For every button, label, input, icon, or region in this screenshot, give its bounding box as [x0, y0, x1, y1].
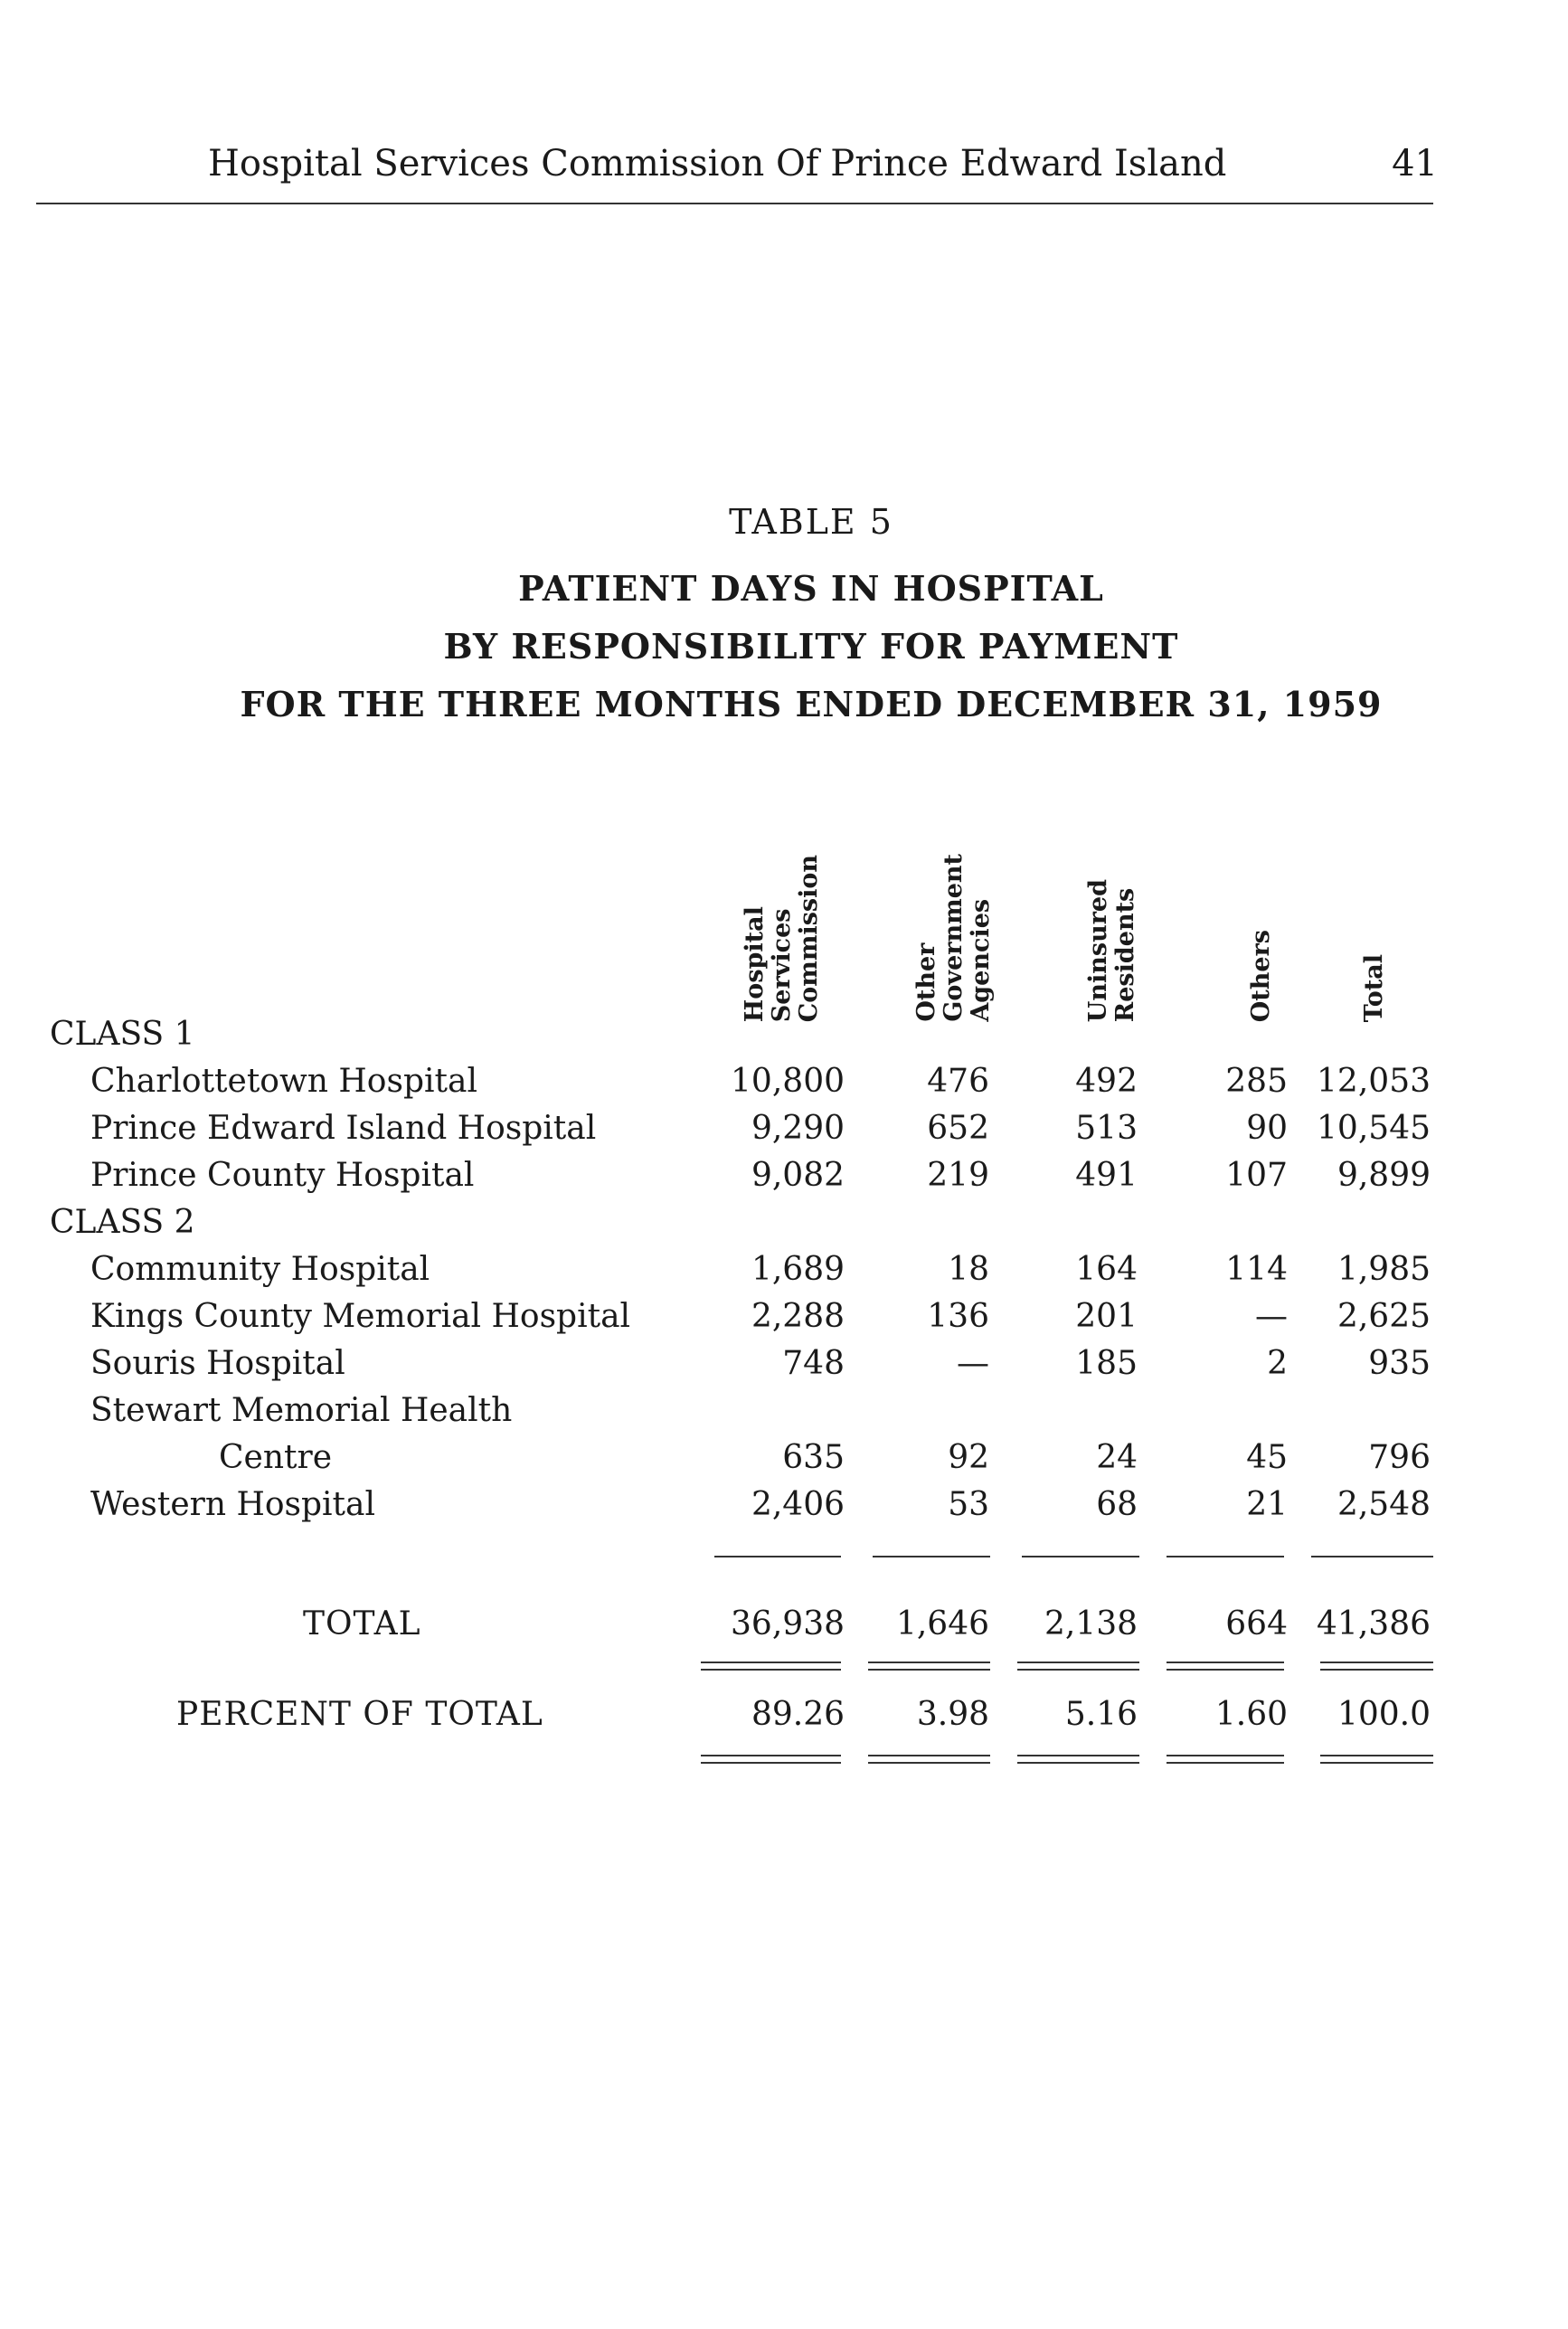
- cell-uninsured: 2,138: [1044, 1605, 1138, 1643]
- class-1-label: CLASS 1: [50, 1016, 195, 1053]
- cell-total: 2,548: [1337, 1486, 1431, 1523]
- cell-total: 10,545: [1317, 1110, 1431, 1147]
- cell-other-govt: —: [957, 1345, 989, 1382]
- table-row: [0, 1246, 1568, 1293]
- percent-double-rule: [1167, 1755, 1284, 1764]
- hospital-name: Kings County Memorial Hospital: [90, 1298, 631, 1335]
- cell-others: 107: [1225, 1157, 1288, 1194]
- hospital-name: Western Hospital: [90, 1486, 375, 1523]
- table-row-continued: [0, 1387, 1568, 1434]
- percent-double-rule: [1320, 1755, 1433, 1764]
- cell-uninsured: 164: [1075, 1251, 1138, 1288]
- cell-hsc: 89.26: [751, 1696, 845, 1733]
- table-title-line-2: BY RESPONSIBILITY FOR PAYMENT: [443, 626, 1179, 667]
- cell-uninsured: 24: [1096, 1439, 1138, 1476]
- cell-other-govt: 3.98: [916, 1696, 989, 1733]
- table-row: [0, 1482, 1568, 1529]
- cell-total: 12,053: [1317, 1063, 1431, 1100]
- hospital-name: Prince County Hospital: [90, 1157, 475, 1194]
- column-header-label: Others: [1247, 929, 1275, 1022]
- total-double-rule: [1320, 1662, 1433, 1671]
- subtotal-rule: [714, 1556, 841, 1557]
- table-row: [0, 1058, 1568, 1105]
- cell-hsc: 9,082: [751, 1157, 845, 1194]
- cell-total: 935: [1368, 1345, 1431, 1382]
- cell-others: 114: [1225, 1251, 1288, 1288]
- total-double-rule: [701, 1662, 841, 1671]
- total-row: [0, 1601, 1568, 1648]
- table-row: [0, 1152, 1568, 1199]
- cell-uninsured: 5.16: [1064, 1696, 1138, 1733]
- hospital-name: Community Hospital: [90, 1251, 430, 1288]
- column-header-total: [1329, 805, 1420, 1022]
- percent-double-rule: [868, 1755, 990, 1764]
- total-double-rule: [868, 1662, 990, 1671]
- column-header-other-govt: [895, 805, 1013, 1022]
- cell-uninsured: 492: [1075, 1063, 1138, 1100]
- percent-double-rule: [701, 1755, 841, 1764]
- cell-other-govt: 652: [927, 1110, 989, 1147]
- cell-hsc: 10,800: [731, 1063, 845, 1100]
- page-number: 41: [1392, 143, 1438, 185]
- cell-others: 2: [1267, 1345, 1288, 1382]
- cell-total: 796: [1368, 1439, 1431, 1476]
- subtotal-rule: [873, 1556, 990, 1557]
- cell-uninsured: 185: [1075, 1345, 1138, 1382]
- hospital-name-continued: Centre: [219, 1439, 333, 1476]
- cell-other-govt: 53: [948, 1486, 989, 1523]
- percent-double-rule: [1017, 1755, 1139, 1764]
- table-row: [0, 1340, 1568, 1387]
- class-heading: [0, 1199, 1568, 1246]
- cell-other-govt: 219: [927, 1157, 989, 1194]
- column-header-uninsured: [1058, 805, 1167, 1022]
- column-header-label: Other Government Agencies: [912, 854, 995, 1022]
- cell-other-govt: 476: [927, 1063, 989, 1100]
- cell-uninsured: 491: [1075, 1157, 1138, 1194]
- class-heading: [0, 1011, 1568, 1058]
- cell-total: 9,899: [1337, 1157, 1431, 1194]
- hospital-name: Stewart Memorial Health: [90, 1392, 513, 1429]
- cell-hsc: 748: [782, 1345, 845, 1382]
- cell-other-govt: 18: [948, 1251, 989, 1288]
- hospital-name: Charlottetown Hospital: [90, 1063, 477, 1100]
- column-header-label: Total: [1360, 953, 1388, 1022]
- cell-total: 1,985: [1337, 1251, 1431, 1288]
- table-title-line-1: PATIENT DAYS IN HOSPITAL: [518, 568, 1104, 609]
- subtotal-rule: [1311, 1556, 1433, 1557]
- subtotal-rule: [1022, 1556, 1139, 1557]
- cell-hsc: 1,689: [751, 1251, 845, 1288]
- table-row: [0, 1293, 1568, 1340]
- cell-total: 100.0: [1337, 1696, 1431, 1733]
- running-title: Hospital Services Commission Of Prince Edward Island: [208, 143, 1227, 185]
- hospital-name: Prince Edward Island Hospital: [90, 1110, 597, 1147]
- cell-other-govt: 136: [927, 1298, 989, 1335]
- cell-total: 41,386: [1317, 1605, 1431, 1643]
- cell-others: 90: [1246, 1110, 1288, 1147]
- percent-row: [0, 1691, 1568, 1738]
- cell-others: 1.60: [1214, 1696, 1288, 1733]
- cell-others: 21: [1246, 1486, 1288, 1523]
- column-header-others: [1212, 805, 1311, 1022]
- class-2-label: CLASS 2: [50, 1204, 195, 1241]
- header-rule: [36, 203, 1433, 204]
- cell-others: 45: [1246, 1439, 1288, 1476]
- cell-hsc: 2,406: [751, 1486, 845, 1523]
- cell-total: 2,625: [1337, 1298, 1431, 1335]
- table-row: [0, 1105, 1568, 1152]
- total-double-rule: [1017, 1662, 1139, 1671]
- total-label: TOTAL: [303, 1605, 421, 1643]
- cell-other-govt: 92: [948, 1439, 989, 1476]
- hospital-name: Souris Hospital: [90, 1345, 345, 1382]
- table-title-line-3: FOR THE THREE MONTHS ENDED DECEMBER 31, 1959: [240, 684, 1383, 724]
- column-header-hsc: [723, 805, 841, 1022]
- percent-label: PERCENT OF TOTAL: [176, 1696, 543, 1733]
- table-label: TABLE 5: [729, 502, 893, 542]
- cell-hsc: 2,288: [751, 1298, 845, 1335]
- cell-uninsured: 201: [1075, 1298, 1138, 1335]
- cell-others: 664: [1225, 1605, 1288, 1643]
- total-double-rule: [1167, 1662, 1284, 1671]
- cell-others: —: [1255, 1298, 1288, 1335]
- cell-uninsured: 68: [1096, 1486, 1138, 1523]
- column-header-label: Uninsured Residents: [1084, 878, 1139, 1022]
- subtotal-rule: [1167, 1556, 1284, 1557]
- table-row: [0, 1434, 1568, 1482]
- cell-hsc: 9,290: [751, 1110, 845, 1147]
- cell-hsc: 635: [782, 1439, 845, 1476]
- cell-uninsured: 513: [1075, 1110, 1138, 1147]
- cell-hsc: 36,938: [731, 1605, 845, 1643]
- column-header-label: Hospital Services Commission: [741, 854, 823, 1022]
- cell-others: 285: [1225, 1063, 1288, 1100]
- cell-other-govt: 1,646: [895, 1605, 989, 1643]
